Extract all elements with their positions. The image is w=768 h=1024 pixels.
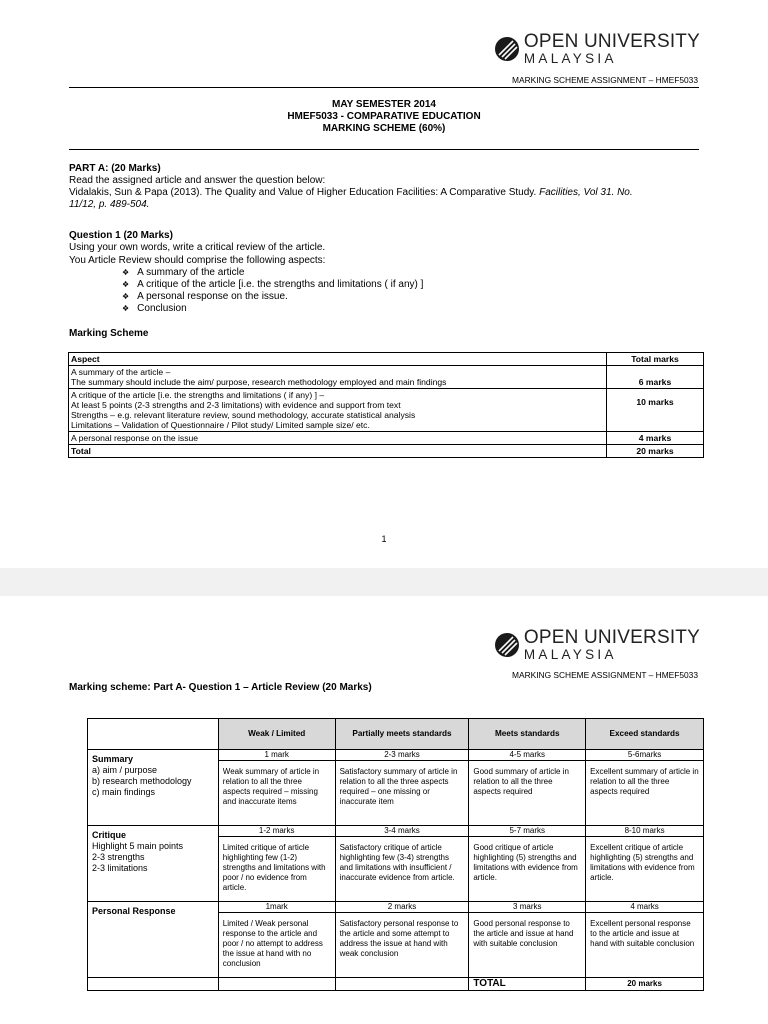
rubric-total-row xyxy=(88,978,704,991)
question1-line-1: Using your own words, write a critical review of the article. xyxy=(69,242,326,253)
marks-cell: 6 marks xyxy=(607,366,704,389)
marks-cell: 10 marks xyxy=(607,389,704,432)
header-rule xyxy=(69,87,699,88)
empty-cell xyxy=(218,978,335,991)
aspect-sub: 2-3 limitations xyxy=(92,863,148,873)
citation-journal: Facilities, Vol 31. No. xyxy=(539,187,633,198)
logo-line-2: MALAYSIA xyxy=(523,51,617,66)
aspect-line: A summary of the article – xyxy=(71,367,171,377)
marking-scheme-table xyxy=(68,352,704,458)
citation-line-1 xyxy=(69,187,633,200)
total-marks: 20 marks xyxy=(607,445,704,458)
oum-logo-icon xyxy=(494,36,520,62)
aspect-sub: a) aim / purpose xyxy=(92,765,158,775)
oum-logo xyxy=(494,32,700,66)
aspect-line: At least 5 points (2-3 strengths and 2-3 limitations) with evidence and support from text xyxy=(71,400,401,410)
aspect-title: Personal Response xyxy=(92,906,176,916)
marks-cell: 2-3 marks xyxy=(335,750,469,761)
list-item: ❖ Conclusion xyxy=(122,303,423,315)
header-note: MARKING SCHEME ASSIGNMENT – HMEF5033 xyxy=(512,670,698,680)
rubric-aspect-critique xyxy=(88,826,219,902)
table-row xyxy=(69,366,704,389)
header-note: MARKING SCHEME ASSIGNMENT – HMEF5033 xyxy=(512,75,698,85)
marks-cell: 8-10 marks xyxy=(586,826,704,837)
aspect-cell: A personal response on the issue xyxy=(69,432,607,445)
question1-line-2: You Article Review should comprise the following aspects: xyxy=(69,255,326,266)
rubric-header-row xyxy=(88,719,704,750)
logo-line-1: OPEN UNIVERSITY xyxy=(523,627,700,648)
desc-cell: Limited / Weak personal response to the article and poor / no attempt to address the issue at hand with no conclusion xyxy=(218,913,335,978)
desc-cell: Excellent summary of article in relation to all the three aspects required xyxy=(586,761,704,826)
title-line-1: MAY SEMESTER 2014 xyxy=(332,99,436,110)
rubric-col-header: Exceed standards xyxy=(586,719,704,750)
col-aspect-header: Aspect xyxy=(69,353,607,366)
col-total-header: Total marks xyxy=(607,353,704,366)
aspect-sub: 2-3 strengths xyxy=(92,852,145,862)
oum-logo-icon xyxy=(494,632,520,658)
rubric-marks-row xyxy=(88,826,704,837)
aspect-line: A critique of the article [i.e. the strengths and limitations ( if any) ] – xyxy=(71,390,325,400)
marks-cell: 5-6marks xyxy=(586,750,704,761)
rubric-table xyxy=(87,718,704,991)
rubric-total-marks: 20 marks xyxy=(586,978,704,991)
citation-main: Vidalakis, Sun & Papa (2013). The Quality and Value of Higher Education Facilities: A Comparative Study. xyxy=(69,187,537,198)
table-row xyxy=(69,432,704,445)
marks-cell: 4 marks xyxy=(586,902,704,913)
rubric-col-header: Weak / Limited xyxy=(218,719,335,750)
marks-cell: 4-5 marks xyxy=(469,750,586,761)
aspect-title: Summary xyxy=(92,754,134,764)
part-a-heading: PART A: (20 Marks) xyxy=(69,163,161,174)
rubric-aspect-personal-response xyxy=(88,902,219,978)
table-row xyxy=(69,389,704,432)
rubric-heading: Marking scheme: Part A- Question 1 – Article Review (20 Marks) xyxy=(69,682,372,693)
desc-cell: Satisfactory personal response to the article and some attempt to address the issue at hand with weak conclusion xyxy=(335,913,469,978)
aspect-title: Critique xyxy=(92,830,127,840)
rubric-aspect-summary xyxy=(88,750,219,826)
marks-cell: 1mark xyxy=(218,902,335,913)
rubric-total-label: TOTAL xyxy=(469,978,586,991)
aspects-list xyxy=(122,267,423,315)
page-number: 1 xyxy=(381,534,387,544)
table-total-row xyxy=(69,445,704,458)
list-item: ❖ A personal response on the issue. xyxy=(122,291,423,303)
desc-cell: Satisfactory summary of article in relation to all the three aspects required – one missing or inaccurate item xyxy=(335,761,469,826)
marks-cell: 3 marks xyxy=(469,902,586,913)
empty-cell xyxy=(335,978,469,991)
list-item: ❖ A critique of the article [i.e. the strengths and limitations ( if any) ] xyxy=(122,279,423,291)
title-rule xyxy=(69,149,699,150)
rubric-col-header: Meets standards xyxy=(469,719,586,750)
aspect-cell xyxy=(69,389,607,432)
page-2 xyxy=(0,596,768,1024)
rubric-col-header: Partially meets standards xyxy=(335,719,469,750)
title-line-3: MARKING SCHEME (60%) xyxy=(322,123,446,134)
aspect-sub: b) research methodology xyxy=(92,776,192,786)
marking-scheme-heading: Marking Scheme xyxy=(69,328,149,339)
oum-logo xyxy=(494,628,700,662)
aspect-sub: Highlight 5 main points xyxy=(92,841,184,851)
logo-line-1: OPEN UNIVERSITY xyxy=(523,31,700,52)
rubric-marks-row xyxy=(88,750,704,761)
desc-cell: Weak summary of article in relation to all the three aspects required – missing and inaccurate items xyxy=(218,761,335,826)
desc-cell: Excellent personal response to the article and issue at hand with suitable conclusion xyxy=(586,913,704,978)
empty-cell xyxy=(88,978,219,991)
desc-cell: Good critique of article highlighting (5) strengths and limitations with evidence from article. xyxy=(469,837,586,902)
aspect-line: Strengths – e.g. relevant literature review, sound methodology, accurate statistical analysis xyxy=(71,410,416,420)
aspect-line: Limitations – Validation of Questionnaire / Pilot study/ Limited sample size/ etc. xyxy=(71,420,370,430)
total-label: Total xyxy=(69,445,607,458)
desc-cell: Good personal response to the article and issue at hand with suitable conclusion xyxy=(469,913,586,978)
title-line-2: HMEF5033 - COMPARATIVE EDUCATION xyxy=(287,111,481,122)
desc-cell: Good summary of article in relation to all the three aspects required xyxy=(469,761,586,826)
marks-cell: 4 marks xyxy=(607,432,704,445)
desc-cell: Satisfactory critique of article highlighting few (3-4) strengths and limitations with insufficient / inaccurate evidence from article. xyxy=(335,837,469,902)
aspect-line: The summary should include the aim/ purpose, research methodology employed and main findings xyxy=(71,377,447,387)
marks-cell: 3-4 marks xyxy=(335,826,469,837)
aspect-sub: c) main findings xyxy=(92,787,156,797)
rubric-corner xyxy=(88,719,219,750)
citation-line-2: 11/12, p. 489-504. xyxy=(69,199,150,210)
rubric-marks-row xyxy=(88,902,704,913)
marks-cell: 1-2 marks xyxy=(218,826,335,837)
aspect-cell xyxy=(69,366,607,389)
marks-cell: 1 mark xyxy=(218,750,335,761)
part-a-instruction: Read the assigned article and answer the question below: xyxy=(69,175,326,186)
marks-cell: 2 marks xyxy=(335,902,469,913)
list-item: ❖ A summary of the article xyxy=(122,267,423,279)
question1-heading: Question 1 (20 Marks) xyxy=(69,230,173,241)
desc-cell: Limited critique of article highlighting few (1-2) strengths and limitations with poor / no evidence from article. xyxy=(218,837,335,902)
table-header-row xyxy=(69,353,704,366)
marks-cell: 5-7 marks xyxy=(469,826,586,837)
desc-cell: Excellent critique of article highlighting (5) strengths and limitations with evidence from article. xyxy=(586,837,704,902)
logo-line-2: MALAYSIA xyxy=(523,647,617,662)
